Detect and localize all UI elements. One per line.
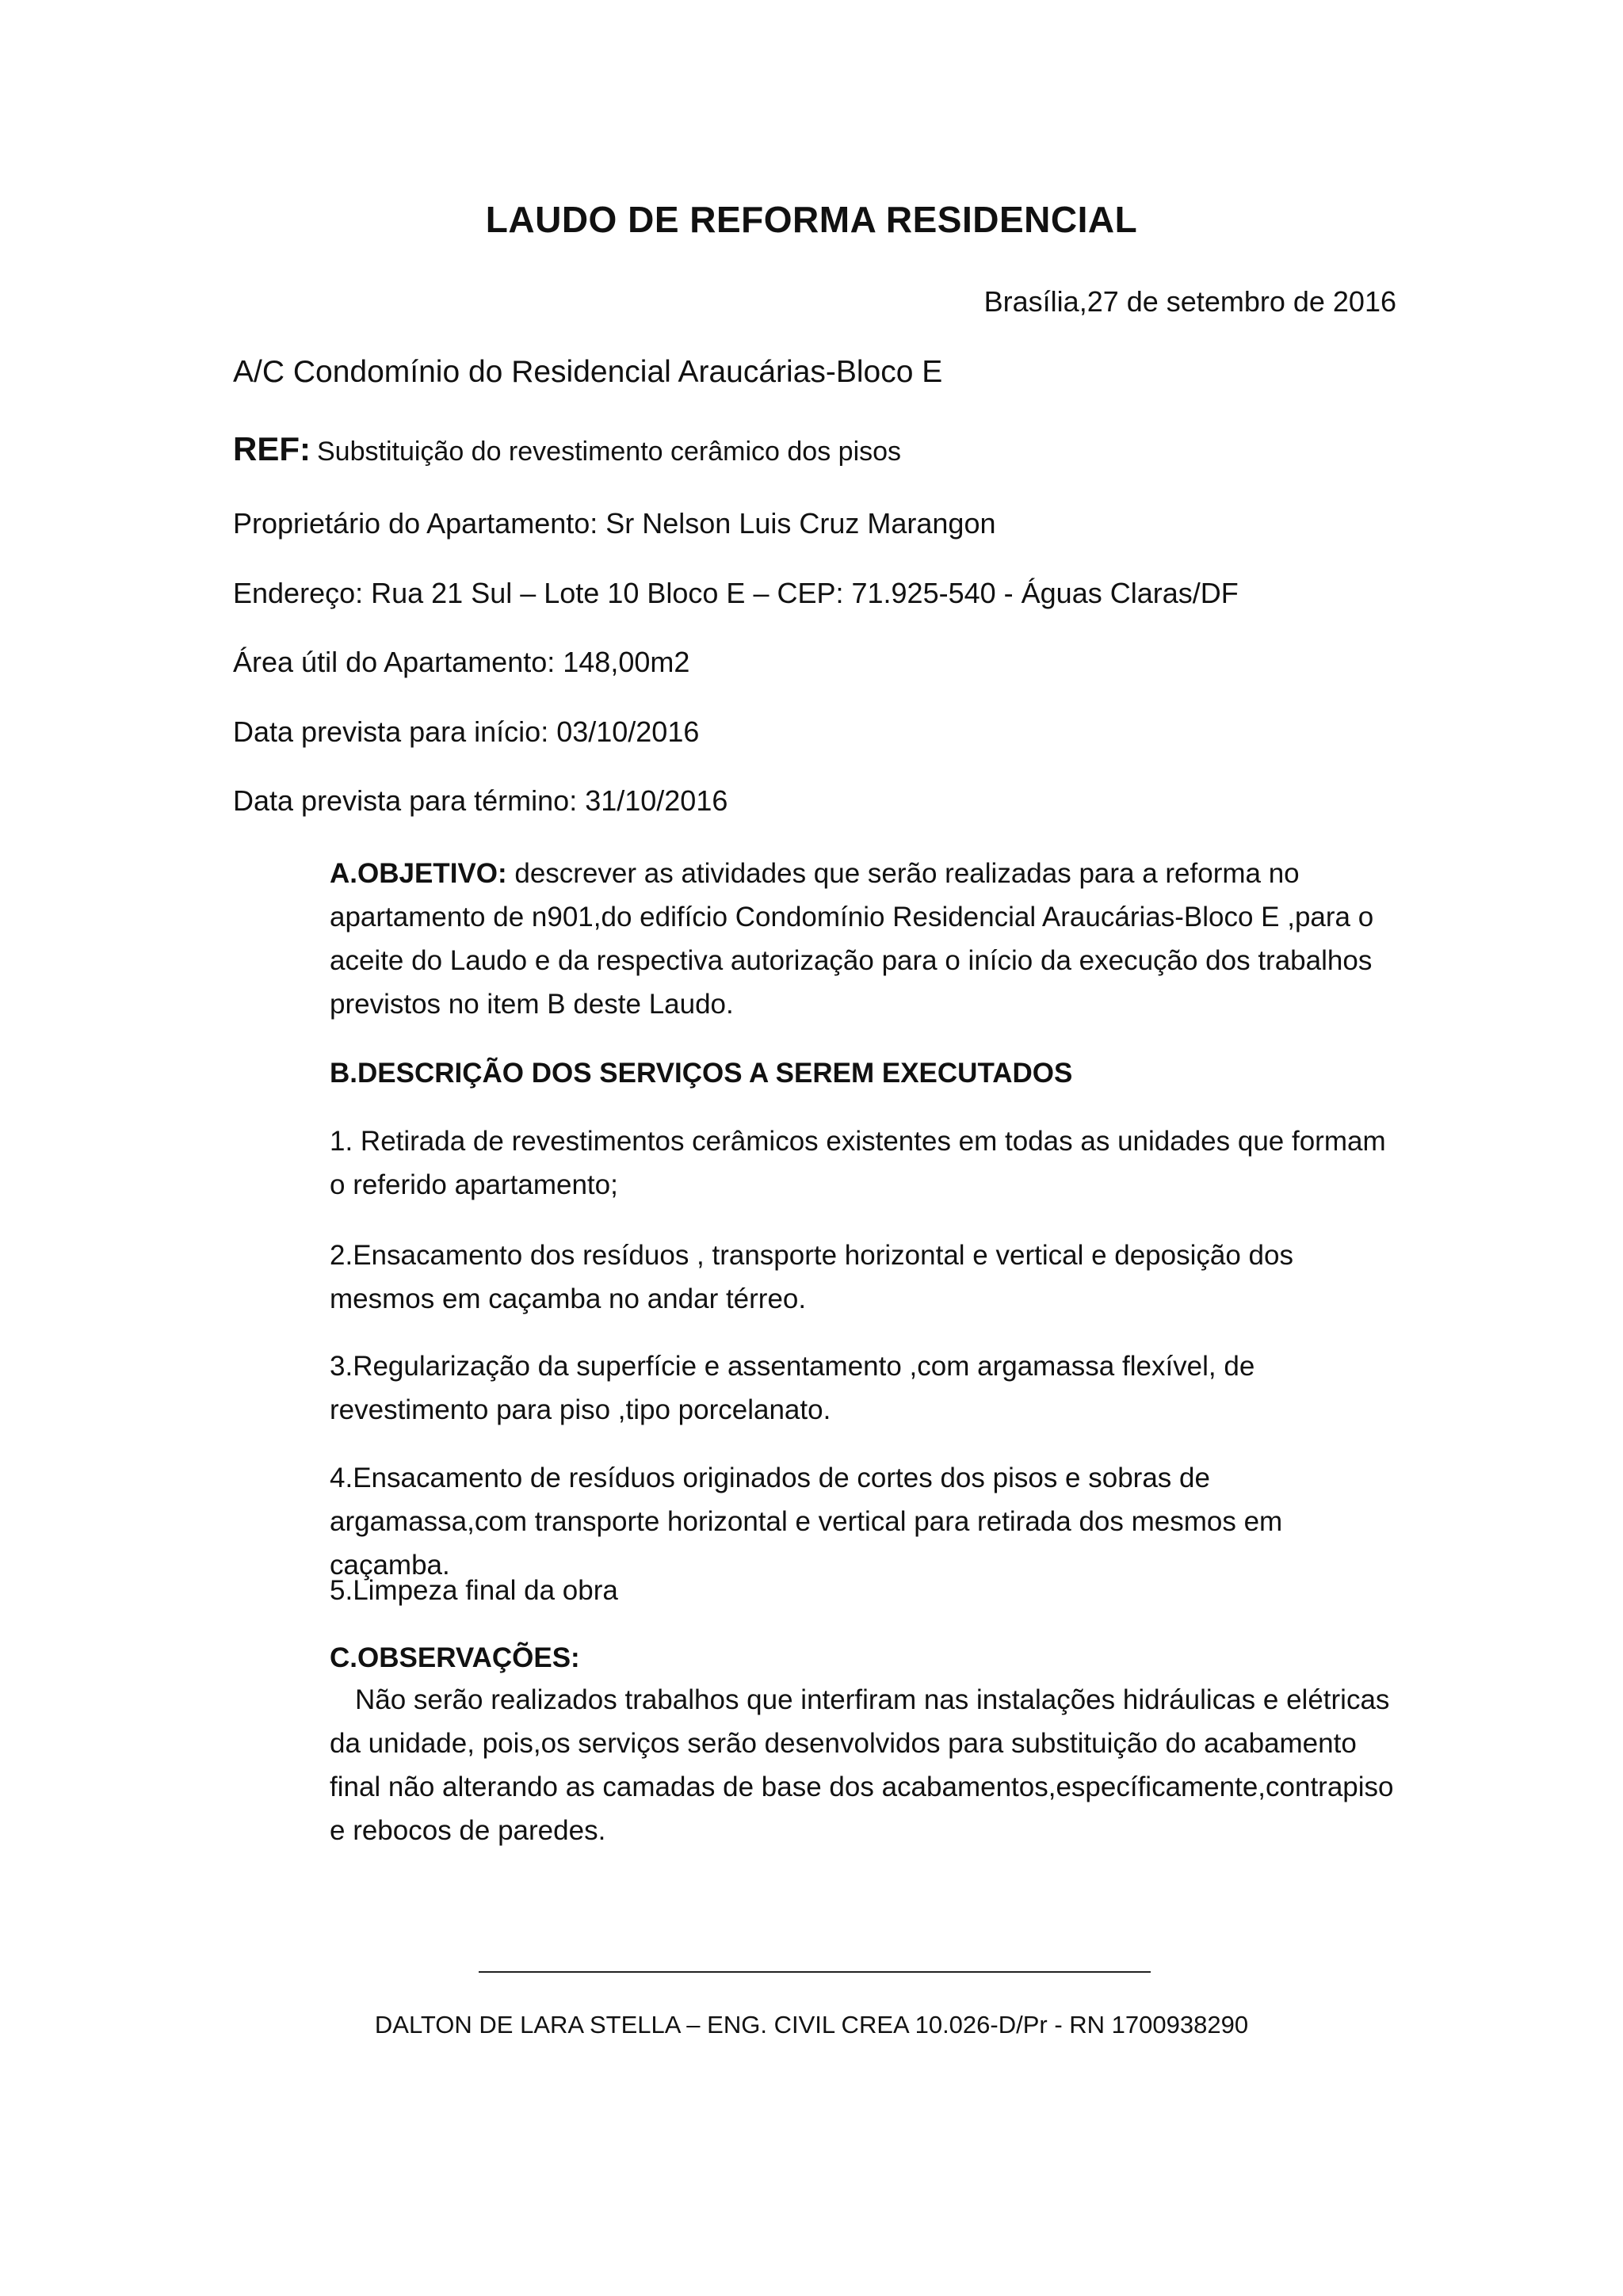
service-item: 3.Regularização da superfície e assentamento ,com argamassa flexível, de revestimento para piso ,tipo porcelanato.: [330, 1351, 1255, 1425]
end-date-line: Data prevista para término: 31/10/2016: [233, 784, 728, 817]
document-title: LAUDO DE REFORMA RESIDENCIAL: [485, 199, 1138, 240]
service-item: 1. Retirada de revestimentos cerâmicos existentes em todas as unidades que formam o referido apartamento;: [330, 1126, 1386, 1200]
address-line: Endereço: Rua 21 Sul – Lote 10 Bloco E – CEP: 71.925-540 - Águas Claras/DF: [233, 577, 1239, 609]
owner-line: Proprietário do Apartamento: Sr Nelson Luis Cruz Marangon: [233, 507, 996, 540]
services-heading: B.DESCRIÇÃO DOS SERVIÇOS A SEREM EXECUTADOS: [330, 1058, 1073, 1089]
objective-section: [330, 852, 1401, 1026]
attention-line: A/C Condomínio do Residencial Araucárias-Bloco E: [233, 355, 943, 389]
signature-text: DALTON DE LARA STELLA – ENG. CIVIL CREA 10.026-D/Pr - RN 1700938290: [374, 2011, 1249, 2039]
objective-label: A.OBJETIVO:: [330, 858, 507, 889]
reference-label: REF:: [233, 430, 311, 467]
date-line: Brasília,27 de setembro de 2016: [983, 285, 1396, 318]
service-item: 4.Ensacamento de resíduos originados de cortes dos pisos e sobras de argamassa,com transporte horizontal e vertical para retirada dos mesmos em caçamba.: [330, 1463, 1283, 1581]
observations-text-block: [330, 1678, 1401, 1852]
area-line: Área útil do Apartamento: 148,00m2: [233, 646, 690, 678]
reference-text: Substituição do revestimento cerâmico dos pisos: [317, 437, 902, 467]
start-date-line: Data prevista para início: 03/10/2016: [233, 715, 700, 748]
objective-text: descrever as atividades que serão realizadas para a reforma no apartamento de n901,do edifício Condomínio Residencial Araucárias-Bloco E ,para o aceite do Laudo e da respectiva autorização para o início da execução dos trabalhos previstos no item B deste Laudo.: [330, 858, 1374, 1020]
observations-text: Não serão realizados trabalhos que interfiram nas instalações hidráulicas e elétricas da unidade, pois,os serviços serão desenvolvidos para substituição do acabamento final não alterando as camadas de base dos acabamentos,específicamente,contrapiso e rebocos de paredes.: [330, 1684, 1394, 1846]
service-item: 5.Limpeza final da obra: [330, 1575, 618, 1606]
observations-heading: C.OBSERVAÇÕES:: [330, 1642, 580, 1673]
signature-line: [479, 1971, 1151, 1973]
reference-line: [233, 430, 901, 468]
service-item: 2.Ensacamento dos resíduos , transporte horizontal e vertical e deposição dos mesmos em caçamba no andar térreo.: [330, 1240, 1293, 1314]
